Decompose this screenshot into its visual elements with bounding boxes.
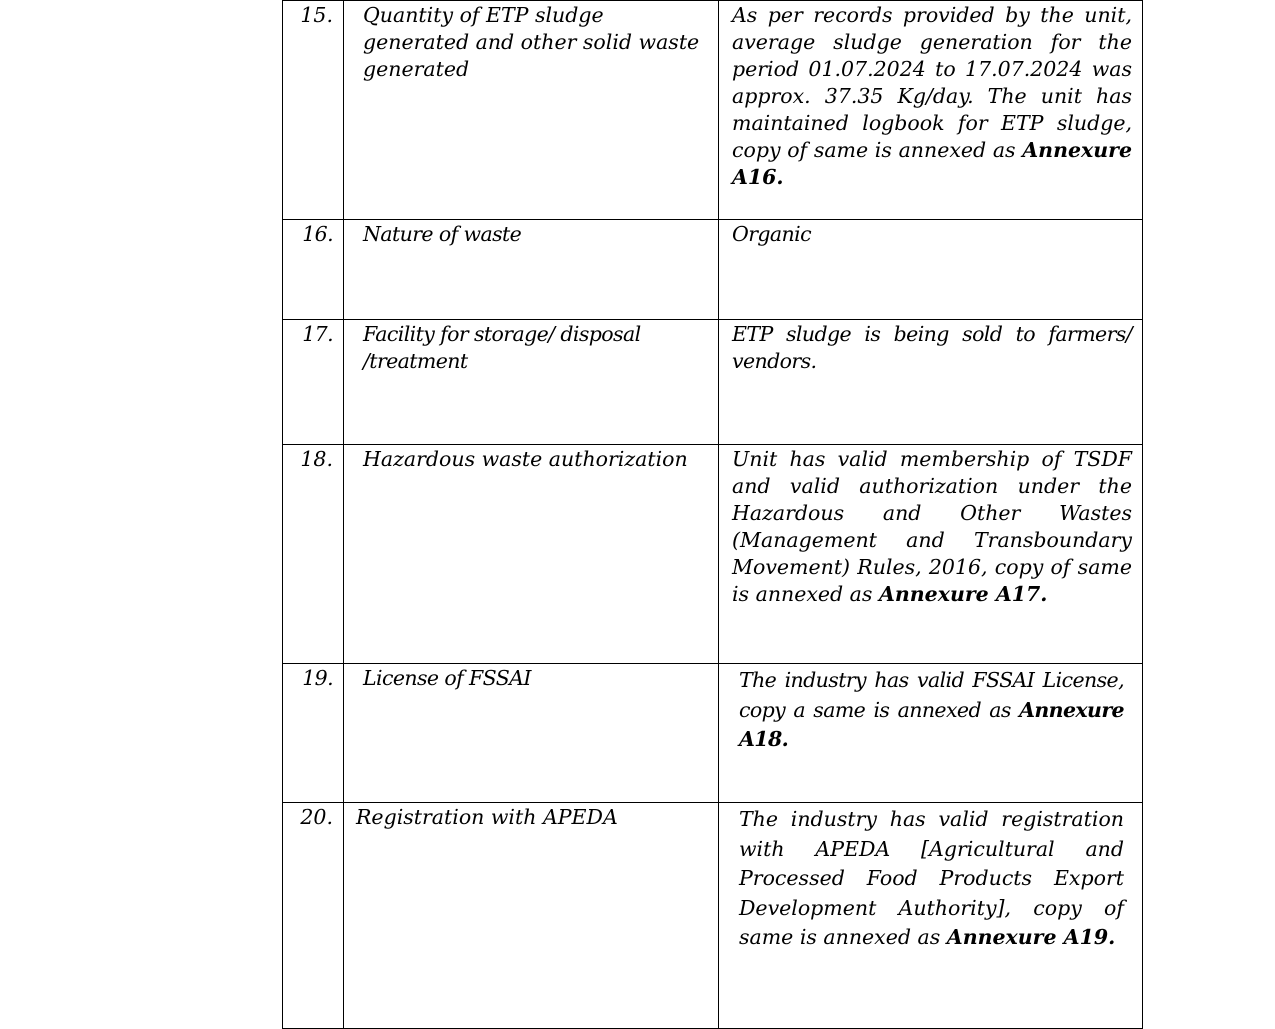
- row-number-text: 20.: [300, 805, 333, 829]
- annexure-reference: Annexure A17.: [878, 582, 1048, 606]
- parameter-text: Facility for storage/ disposal /treatment: [363, 322, 641, 373]
- observation-text: As per records provided by the unit, average sludge generation for the period 01.07.2024 to 17.07.2024 was approx. 37.35 Kg/day. The unit has maintained logbook for ETP sludge, copy of same is annexed as: [732, 3, 1132, 162]
- observation-text: Organic: [732, 222, 811, 246]
- row-number-text: 15.: [300, 3, 333, 27]
- parameter-text: Quantity of ETP sludge generated and other solid waste generated: [363, 3, 700, 81]
- row-number-text: 17.: [302, 322, 333, 346]
- parameter-cell: [344, 320, 719, 445]
- table-row: [283, 445, 1143, 664]
- parameter-text: Registration with APEDA: [356, 805, 618, 829]
- inspection-table: [282, 0, 1143, 1029]
- observation-cell: [719, 445, 1143, 664]
- row-number-text: 19.: [302, 666, 333, 690]
- observation-text: ETP sludge is being sold to farmers/ vendors.: [732, 322, 1132, 373]
- row-number: [283, 445, 344, 664]
- observation-cell: [719, 320, 1143, 445]
- row-number-text: 18.: [300, 447, 333, 471]
- observation-cell: [719, 803, 1143, 1029]
- table-row: [283, 220, 1143, 320]
- parameter-cell: [344, 664, 719, 803]
- table-row: [283, 320, 1143, 445]
- row-number: [283, 1, 344, 220]
- observation-text: Unit has valid membership of TSDF and valid authorization under the Hazardous and Other Wastes (Management and Transboundary Movement) Rules, 2016, copy of same is annexed as: [732, 447, 1132, 606]
- annexure-reference: Annexure A19.: [946, 925, 1116, 949]
- table-row: [283, 803, 1143, 1029]
- table-row: [283, 664, 1143, 803]
- parameter-text: License of FSSAI: [363, 666, 531, 690]
- annexure-reference: Annexure A18.: [739, 697, 1124, 751]
- annexure-reference: Annexure A16.: [732, 138, 1132, 189]
- row-number: [283, 320, 344, 445]
- row-number: [283, 220, 344, 320]
- observation-cell: [719, 1, 1143, 220]
- observation-text: The industry has valid FSSAI License, copy a same is annexed as: [739, 668, 1124, 722]
- parameter-text: Hazardous waste authorization: [363, 447, 688, 471]
- observation-text: The industry has valid registration with APEDA [Agricultural and Processed Food Products Export Development Authority], copy of same is annexed as: [739, 807, 1124, 949]
- row-number: [283, 803, 344, 1029]
- parameter-text: Nature of waste: [363, 222, 522, 246]
- parameter-cell: [344, 220, 719, 320]
- row-number: [283, 664, 344, 803]
- observation-cell: [719, 664, 1143, 803]
- table-row: [283, 1, 1143, 220]
- observation-cell: [719, 220, 1143, 320]
- parameter-cell: [344, 803, 719, 1029]
- parameter-cell: [344, 445, 719, 664]
- row-number-text: 16.: [302, 222, 333, 246]
- parameter-cell: [344, 1, 719, 220]
